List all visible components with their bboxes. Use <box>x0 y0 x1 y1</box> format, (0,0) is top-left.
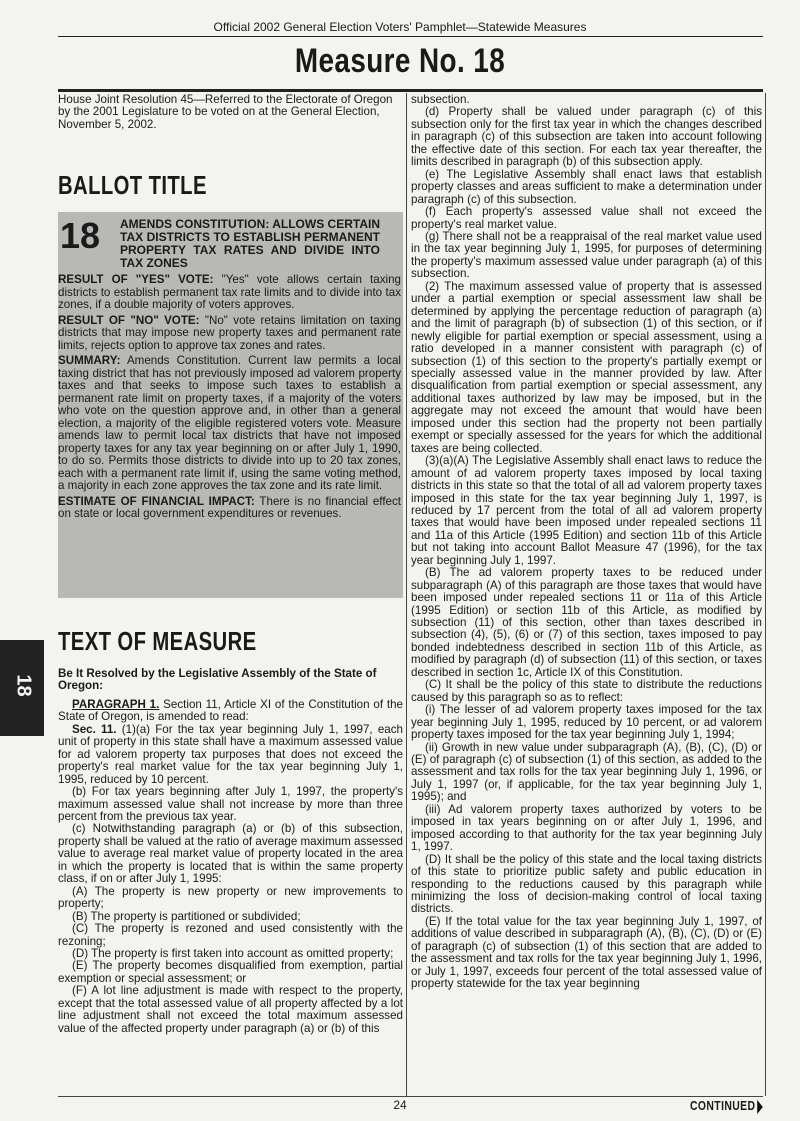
left-paragraph: (E) The property becomes disqualified from exemption, partial exemption or special assessment; or <box>58 959 403 985</box>
ballot-box-title-row <box>58 215 401 270</box>
ballot-title-heading: BALLOT TITLE <box>58 170 207 200</box>
arrow-right-icon <box>757 1100 763 1114</box>
page-number: 24 <box>393 1098 407 1112</box>
summary <box>58 355 401 493</box>
summary-label: SUMMARY: <box>58 354 121 367</box>
no-vote-result <box>58 315 401 353</box>
sec11-label: Sec. 11. <box>72 722 117 736</box>
estimate-text: There is no financial effect on state or local government expenditures or revenues. <box>58 494 402 520</box>
yes-vote-result <box>58 274 401 312</box>
header-rule <box>58 36 763 37</box>
left-paragraph: (F) A lot line adjustment is made with respect to the property, except that the total assessed value of all property affected by a lot line adjustment shall not exceed the total maximum assessed value of the affected property under paragraph (a) or (b) of this <box>58 984 403 1035</box>
right-paragraph: (f) Each property's assessed value shall not exceed the property's real market value. <box>411 205 762 231</box>
right-paragraph: (B) The ad valorem property taxes to be reduced under subparagraph (A) of this paragraph are those taxes that would have been imposed under repealed sections 11 or 11a of this Article (1995 Edition) or section 11b of this Article, as modified by subsection (11) of this section, other than taxes described in subsection (4), (5), (6) or (7) of this section, taxes imposed to pay bonded indebtedness described in section 11b of this Article, as modified by paragraph (d) of subsection (11) of this section, or taxes described in section 1c, Article IX of this Constitution. <box>411 566 762 679</box>
left-paragraph: (c) Notwithstanding paragraph (a) or (b) of this subsection, property shall be valued at the ratio of average maximum assessed value to average real market value of property located in the area in which the property is located that is within the same property class, if on or after July 1, 1995: <box>58 822 403 886</box>
right-paragraph: (ii) Growth in new value under subparagraph (A), (B), (C), (D) or (E) of paragraph (c) of subsection (1) of this section, as added to the assessment and tax rolls for the tax year beginning July 1, 1996, or July 1, 1997 (or, if applicable, for the tax year beginning July 1, 1995); and <box>411 740 762 804</box>
right-paragraph: (E) If the total value for the tax year beginning July 1, 1997, of additions of value described in subparagraph (A), (B), (C), (D) or (E) of paragraph (c) of subsection (1) of this section that are added to the assessment and tax rolls for the tax year beginning July 1, 1996, or July 1, 1997, exceeds four percent of the total assessed value of property statewide for the tax year beginning <box>411 914 762 991</box>
left-paragraph: (D) The property is first taken into account as omitted property; <box>72 946 394 960</box>
estimate-label: ESTIMATE OF FINANCIAL IMPACT: <box>58 494 255 508</box>
right-paragraph: (i) The lesser of ad valorem property taxes imposed for the tax year beginning July 1, 1995, reduced by 10 percent, or ad valorem property taxes imposed for the tax year beginning July 1, 1994; <box>411 703 762 742</box>
text-of-measure-heading: TEXT OF MEASURE <box>58 626 257 656</box>
ballot-box-title: AMENDS CONSTITUTION: ALLOWS CERTAIN TAX DISTRICTS TO ESTABLISH PERMANENT PROPERTY TAX RATES AND DIVIDE INTO TAX ZONES <box>120 217 380 270</box>
column-divider <box>406 93 407 1096</box>
ballot-box <box>58 215 402 524</box>
no-vote-label: RESULT OF "NO" VOTE: <box>58 313 200 327</box>
intro-text <box>58 94 403 131</box>
paragraph-1 <box>58 699 403 724</box>
financial-estimate <box>58 496 401 521</box>
right-paragraph: (C) It shall be the policy of this state to distribute the reductions caused by this paragraph so as to reflect: <box>411 678 762 704</box>
summary-text: Amends Constitution. Current law permits a local taxing district that has not previously imposed ad valorem property taxes and that seeks to impose such taxes to establish a permanent rate limit on property taxes, if a majority of the voters who vote on the question approve and, in other than a general election, a majority of the eligible registered voters vote. Measure amends law to permit local tax districts that have not imposed property taxes for any tax year beginning on or after July 1, 1990, to do so. Permits those districts to divide into up to 20 tax zones, each with a permanent rate limit if, using the same voting method, a majority in each zone approves the tax zone and its rate limit. <box>58 354 401 492</box>
yes-vote-text: "Yes" vote allows certain taxing districts to establish permanent tax rate limits and to divide into tax zones, if a double majority of voters approves. <box>58 273 401 311</box>
left-paragraph: (B) The property is partitioned or subdivided; <box>72 909 301 923</box>
continued-label: CONTINUED <box>690 1098 756 1113</box>
right-paragraph: subsection. <box>411 93 470 106</box>
side-tab-label: 18 <box>12 674 35 697</box>
resolved-clause: Be It Resolved by the Legislative Assembly of the State of Oregon: <box>58 667 377 693</box>
measure-side-tab <box>0 640 44 736</box>
right-paragraph: (3)(a)(A) The Legislative Assembly shall enact laws to reduce the amount of ad valorem property taxes imposed by local taxing districts in this state so that the total of all ad valorem property taxes imposed in this state for the tax year beginning July 1, 1997, is reduced by 17 percent from the total of all ad valorem property taxes that would have been imposed under repealed sections 11 and 11a of this Article (1995 Edition) and section 11b of this Article but not taking into account Ballot Measure 47 (1996), for the tax year beginning July 1, 1997. <box>411 454 762 567</box>
right-paragraph: (D) It shall be the policy of this state and the local taxing districts of this state to prioritize public safety and public education in responding to the reductions caused by this paragraph while minimizing the loss of decision-making control of local taxing districts. <box>411 852 762 916</box>
right-paragraph: (iii) Ad valorem property taxes authorized by voters to be imposed in tax years beginning on or after July 1, 1996, and imposed according to that authority for the tax year beginning July 1, 1997. <box>411 802 762 854</box>
paragraph-1-text: Section 11, Article XI of the Constitution of the State of Oregon, is amended to read: <box>58 697 403 724</box>
ballot-box-number: 18 <box>60 215 101 256</box>
continued-indicator <box>690 1098 763 1114</box>
title-rule <box>58 89 763 92</box>
right-paragraph: (g) There shall not be a reappraisal of the real market value used in the tax year beginning July 1, 1995, for purposes of determining the property's maximum assessed value under paragraph (a) of this subsection. <box>411 229 762 281</box>
paragraph-1-label: PARAGRAPH 1. <box>72 697 160 711</box>
pamphlet-header: Official 2002 General Election Voters' Pamphlet—Statewide Measures <box>213 20 587 34</box>
right-paragraph: (e) The Legislative Assembly shall enact laws that establish property classes and areas sufficient to make a determination under paragraph (c) of this subsection. <box>411 167 762 206</box>
measure-text-left <box>58 668 403 1035</box>
right-paragraph: (d) Property shall be valued under paragraph (c) of this subsection only for the first tax year in which the changes described in paragraph (c) of this subsection are taken into account following the effective date of this section. For each tax year thereafter, the limits described in paragraph (b) of this subsection apply. <box>411 105 762 169</box>
bottom-rule <box>58 1096 763 1097</box>
measure-text-right <box>411 94 762 991</box>
yes-vote-label: RESULT OF "YES" VOTE: <box>58 273 214 286</box>
no-vote-text: "No" vote retains limitation on taxing districts that may impose new property taxes and permanent rate limits, rejects option to approve tax zones and rates. <box>58 313 401 352</box>
left-paragraph: Sec. 11. (1)(a) For the tax year beginning July 1, 1997, each unit of property in this state shall have a maximum assessed value for ad valorem property tax purposes that does not exceed the property's real market value for the tax year beginning July 1, 1995, reduced by 10 percent. <box>58 722 403 786</box>
right-border <box>765 93 766 1096</box>
measure-title: Measure No. 18 <box>294 42 506 80</box>
left-paragraph: (b) For tax years beginning after July 1, 1997, the property's maximum assessed value shall not increase by more than three percent from the previous tax year. <box>58 785 403 823</box>
left-paragraph: (C) The property is rezoned and used consistently with the rezoning; <box>58 922 403 948</box>
right-paragraph: (2) The maximum assessed value of property that is assessed under a partial exemption or special assessment law shall be determined by applying the percentage reduction of paragraph (a) and the limit of paragraph (b) of subsection (1) of this section, or if newly eligible for partial exemption or special assessment, using a ratio developed in a manner consistent with paragraph (c) of subsection (1) of this section to the property's partially exempt or specially assessed value in the manner provided by law. After disqualification from partial exemption or special assessment, any additional taxes authorized by law may be imposed, but in the aggregate may not exceed the amount that would have been imposed under this section had the property not been partially exempt or specially assessed for the years for which the additional taxes are being collected. <box>411 279 762 455</box>
intro-paragraph: House Joint Resolution 45—Referred to the Electorate of Oregon by the 2001 Legislature to be voted on at the General Election, November 5, 2002. <box>58 93 393 131</box>
left-paragraph: (A) The property is new property or new improvements to property; <box>58 884 403 911</box>
